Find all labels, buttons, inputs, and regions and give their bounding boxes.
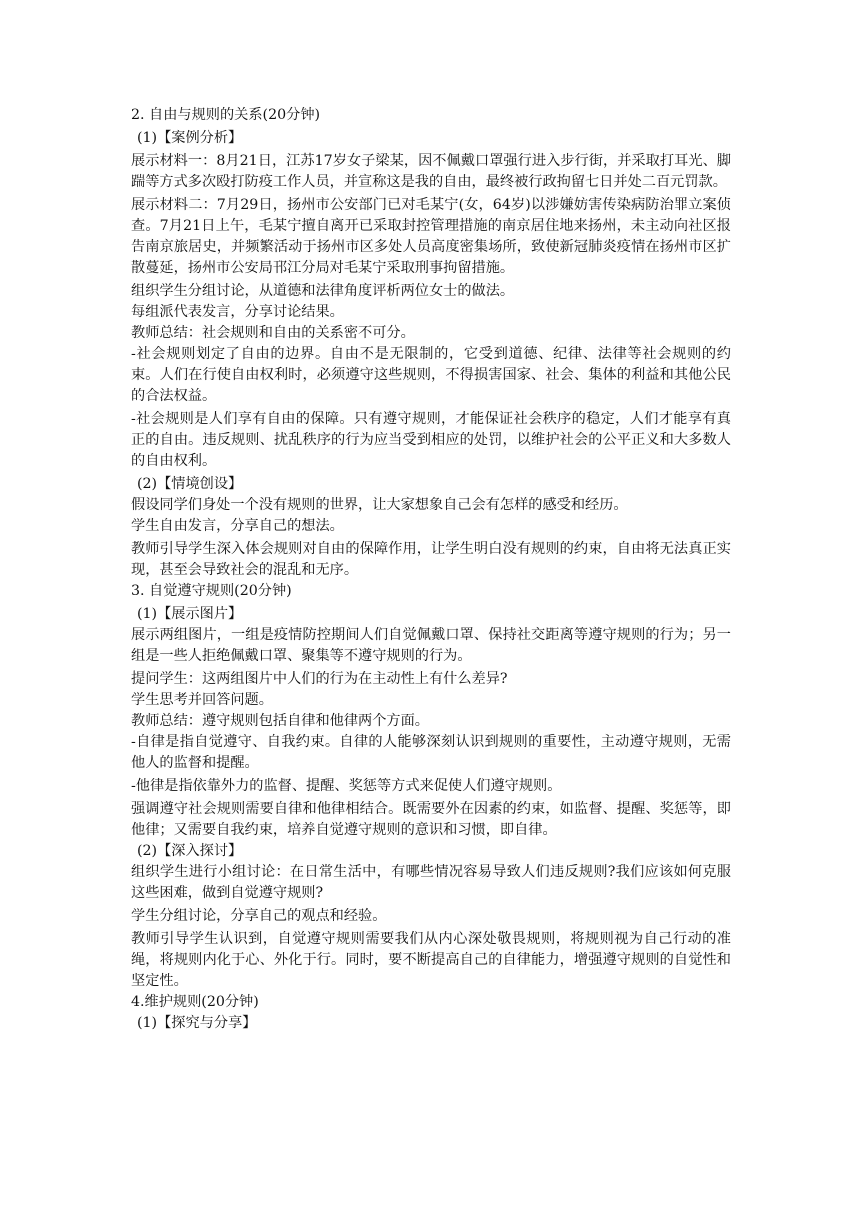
paragraph-material-1: 展示材料一：8月21日，江苏17岁女子梁某，因不佩戴口罩强行进入步行街，并采取打耳光、脚踹等方式多次殴打防疫工作人员，并宣称这是我的自由，最终被行政拘留七日并处二百元罚款。 [131,153,731,190]
paragraph-answer: 学生思考并回答问题。 [131,692,273,708]
paragraph-representative: 每组派代表发言，分享讨论结果。 [131,304,344,320]
subheading-show-pictures: (1)【展示图片】 [137,606,243,622]
paragraph-rules-boundary: -社会规则划定了自由的边界。自由不是无限制的，它受到道德、纪律、法律等社会规则的约束。人们在行使自由权利时，必须遵守这些规则，不得损害国家、社会、集体的利益和其他公民的合法权益。 [131,346,731,404]
paragraph-question: 提问学生：这两组图片中人们的行为在主动性上有什么差异? [131,671,508,687]
paragraph-rules-guarantee: -社会规则是人们享有自由的保障。只有遵守规则，才能保证社会秩序的稳定，人们才能享有真正的自由。违反规则、扰乱秩序的行为应当受到相应的处罚，以维护社会的公平正义和大多数人的自由权利。 [131,411,731,469]
paragraph-teacher-guide: 教师引导学生深入体会规则对自由的保障作用，让学生明白没有规则的约束，自由将无法真正实现，甚至会导致社会的混乱和无序。 [131,541,731,578]
paragraph-scenario: 假设同学们身处一个没有规则的世界，让大家想象自己会有怎样的感受和经历。 [131,497,628,513]
paragraph-two-groups: 展示两组图片，一组是疫情防控期间人们自觉佩戴口罩、保持社交距离等遵守规则的行为；另一组是一些人拒绝佩戴口罩、聚集等不遵守规则的行为。 [131,627,731,664]
paragraph-combine: 强调遵守社会规则需要自律和他律相结合。既需要外在因素的约束，如监督、提醒、奖惩等，即他律；又需要自我约束，培养自觉遵守规则的意识和习惯，即自律。 [131,801,731,838]
paragraph-free-speech: 学生自由发言，分享自己的想法。 [131,518,344,534]
subheading-scenario: (2)【情境创设】 [137,476,243,492]
paragraph-other-discipline: -他律是指依靠外力的监督、提醒、奖惩等方式来促使人们遵守规则。 [131,778,562,794]
section-heading-4: 4.维护规则(20分钟) [131,994,259,1010]
paragraph-teacher-conclusion: 教师引导学生认识到，自觉遵守规则需要我们从内心深处敬畏规则，将规则视为自己行动的准绳，将规则内化于心、外化于行。同时，要不断提高自己的自律能力，增强遵守规则的自觉性和坚定性。 [131,931,731,989]
subheading-case-analysis: (1)【案例分析】 [137,130,243,146]
paragraph-self-discipline: -自律是指自觉遵守、自我约束。自律的人能够深刻认识到规则的重要性，主动遵守规则，无需他人的监督和提醒。 [131,734,731,771]
paragraph-teacher-summary: 教师总结：社会规则和自由的关系密不可分。 [131,325,415,341]
paragraph-group-discussion: 组织学生进行小组讨论：在日常生活中，有哪些情况容易导致人们违反规则?我们应该如何克服这些困难，做到自觉遵守规则? [131,864,731,901]
paragraph-material-2: 展示材料二：7月29日，扬州市公安部门已对毛某宁(女，64岁)以涉嫌妨害传染病防治罪立案侦查。7月21日上午，毛某宁擅自离开已采取封控管理措施的南京居住地来扬州，未主动向社区报告南京旅居史，并频繁活动于扬州市区多处人员高度密集场所，致使新冠肺炎疫情在扬州市区扩散蔓延，扬州市公安局邗江分局对毛某宁采取刑事拘留措施。 [131,197,731,276]
paragraph-share-views: 学生分组讨论，分享自己的观点和经验。 [131,908,387,924]
paragraph-discussion: 组织学生分组讨论，从道德和法律角度评析两位女士的做法。 [131,283,515,299]
section-heading-3: 3. 自觉遵守规则(20分钟) [131,583,292,599]
document-page [131,105,731,1034]
paragraph-self-other-discipline: 教师总结：遵守规则包括自律和他律两个方面。 [131,713,429,729]
section-heading-2: 2. 自由与规则的关系(20分钟) [131,107,321,123]
subheading-explore-share: (1)【探究与分享】 [137,1015,257,1031]
subheading-deep-discussion: (2)【深入探讨】 [137,843,243,859]
